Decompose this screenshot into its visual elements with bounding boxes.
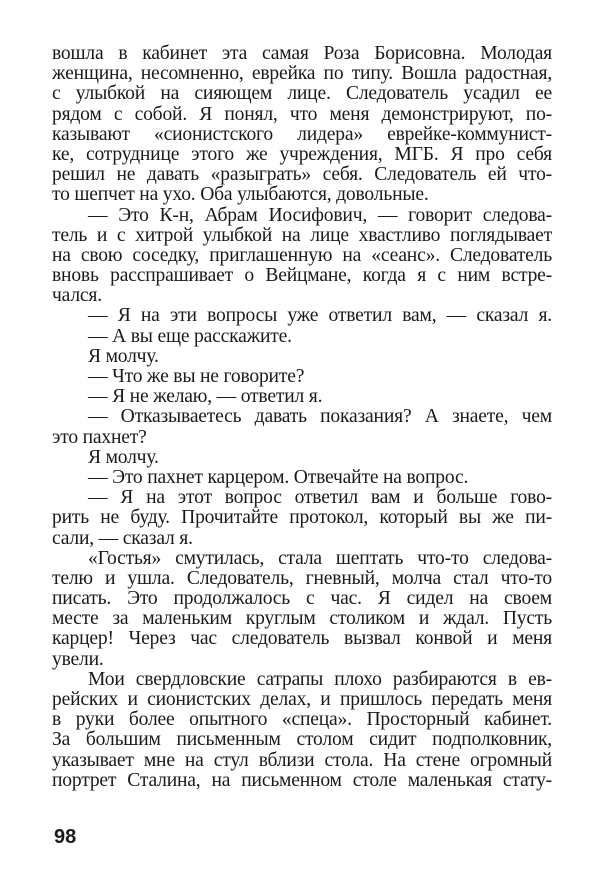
text-line: портрет Сталина, на письменном столе маленькая стату- [52, 770, 552, 791]
text-line: — Это К-н, Абрам Иосифович, — говорит следова- [88, 205, 552, 226]
text-line: Мои свердловские сатрапы плохо разбираются в ев- [88, 669, 552, 690]
text-line: — Я не желаю, — ответил я. [88, 387, 323, 408]
text-line: женщина, несомненно, еврейка по типу. Вошла радостная, [52, 64, 552, 85]
text-line: это пахнет? [52, 427, 147, 448]
text-line: рядом с собой. Я понял, что меня демонстрируют, по- [52, 104, 552, 125]
text-line: решил не давать «разыграть» себя. Следователь ей что- [52, 165, 552, 186]
text-line: — Я на эти вопросы уже ответил вам, — сказал я. [88, 306, 552, 327]
text-line: рейских и сионистских делах, и пришлось передать меня [52, 690, 552, 710]
text-line: рить не буду. Прочитайте протокол, который вы же пи- [52, 508, 552, 529]
text-line: писать. Это продолжалось с час. Я сидел на своем [52, 589, 552, 610]
text-line: то шепчет на ухо. Оба улыбаются, довольные. [52, 185, 429, 206]
text-line: ке, сотруднице этого же учреждения, МГБ. Я про себя [52, 144, 552, 165]
text-line: карцер! Через час следователь вызвал конвой и меня [52, 629, 552, 650]
page-body [52, 44, 552, 791]
text-line: тель и с хитрой улыбкой на лице хвастливо поглядывает [52, 225, 552, 246]
text-line: казывают «сионистского лидера» еврейке-коммунист- [52, 124, 552, 145]
text-line: телю и ушла. Следователь, гневный, молча стал что-то [52, 568, 552, 589]
text-line: За большим письменным столом сидит подполковник, [52, 730, 552, 751]
text-line: указывает мне на стул вблизи стола. На стене огромный [52, 750, 552, 771]
text-line: в руки более опытного «спеца». Просторный кабинет. [52, 710, 552, 731]
text-line: — Что же вы не говорите? [88, 367, 305, 387]
page-number: 98 [54, 826, 77, 848]
text-line: «Гостья» смутилась, стала шептать что-то следова- [88, 548, 552, 569]
text-line: вновь расспрашивает о Вейцмане, когда я с ним встре- [52, 266, 552, 287]
text-line: с улыбкой на сияющем лице. Следователь усадил ее [52, 84, 552, 105]
text-line: — Это пахнет карцером. Отвечайте на вопрос. [88, 467, 469, 488]
text-line: — Отказываетесь давать показания? А знаете, чем [88, 407, 552, 428]
text-line: месте за маленьким круглым столиком и ждал. Пусть [52, 609, 552, 630]
text-line: Я молчу. [88, 346, 159, 367]
text-line: на свою соседку, приглашенную на «сеанс». Следователь [52, 245, 552, 266]
text-line: вошла в кабинет эта самая Роза Борисовна. Молодая [52, 44, 552, 64]
text-line: — А вы еще расскажите. [88, 326, 292, 347]
text-line: сали, — сказал я. [52, 528, 193, 549]
text-line: чался. [52, 286, 102, 307]
text-line: — Я на этот вопрос ответил вам и больше гово- [88, 488, 552, 509]
text-line: Я молчу. [88, 447, 159, 468]
text-line: увели. [52, 649, 104, 670]
